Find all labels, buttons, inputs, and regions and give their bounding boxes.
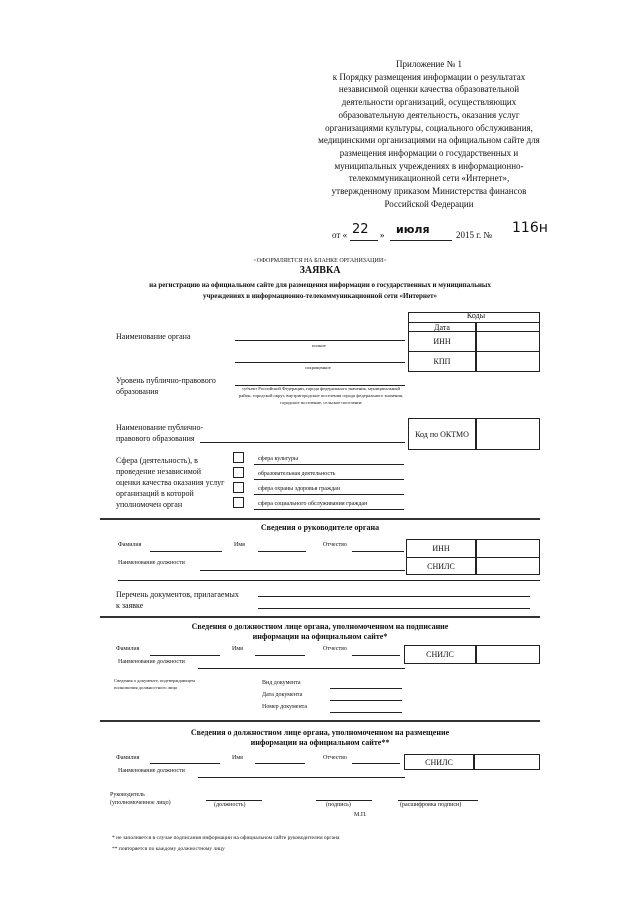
signer-doc-number-line[interactable] [330, 712, 402, 713]
publisher-section-title [150, 728, 490, 748]
short-name-hint: сокращенное [305, 365, 331, 370]
signer-name-label: Имя [232, 646, 243, 652]
publisher-position-line[interactable] [198, 777, 405, 778]
date-day: 22 [352, 222, 369, 237]
docs-line-1[interactable] [258, 596, 530, 597]
head-snils-value[interactable] [476, 557, 540, 575]
code-inn-label: ИНН [408, 331, 476, 352]
codes-header: Коды [466, 311, 486, 320]
signature-authorized-label: (уполномоченное лицо) [110, 800, 171, 806]
signer-snils-value[interactable] [476, 645, 540, 664]
form-subtitle-line-2: учреждениях в информационно-телекоммуникационной сети «Интернет» [202, 292, 438, 300]
signer-position-line[interactable] [198, 668, 405, 669]
signature-sign-label: (подпись) [326, 802, 351, 808]
entity-label: Наименование публично-правового образования [116, 423, 204, 443]
appendix-title: Приложение № 1 [396, 59, 462, 69]
signer-doc-date-label: Дата документа [262, 692, 303, 698]
head-inn-label: ИНН [406, 539, 476, 558]
sphere-culture-label: сфера культуры [258, 456, 299, 462]
sphere-education-label: образовательная деятельность [258, 471, 336, 477]
stamp-label: М.П. [354, 812, 367, 818]
signer-name-line[interactable] [255, 655, 305, 656]
head-bottom-line [118, 580, 540, 581]
signer-section-title [150, 622, 490, 642]
signer-title-line-1: Сведения о должностном лице органа, уполномоченном на подписание [191, 622, 449, 631]
signer-surname-label: Фамилия [116, 646, 140, 652]
signer-doc-label-line-1: Сведения о документе, подтверждающем [114, 678, 195, 683]
code-date-label: Дата [408, 322, 476, 332]
signer-title-line-2: информации на официальном сайте* [252, 632, 388, 641]
signer-doc-number-label: Номер документа [262, 704, 308, 710]
sphere-label: Сфера (деятельность), в проведение независимой оценки качества оказания услуг организаций в которой уполномочен орган [116, 456, 225, 509]
date-mid: » [380, 230, 385, 240]
signer-doc-type-line[interactable] [330, 688, 402, 689]
docs-label-line-2: к заявке [116, 601, 144, 610]
signer-patronymic-label: Отчество [323, 646, 347, 652]
publisher-snils-value[interactable] [474, 754, 540, 770]
sphere-social-label: сфера социального обслуживания граждан [258, 501, 368, 507]
signer-doc-label [114, 677, 195, 691]
footnote-1: * не заполняется в случае подписания информации на официальном сайте руководителем органа [112, 835, 340, 841]
head-name-line[interactable] [258, 551, 306, 552]
publisher-surname-line[interactable] [150, 763, 220, 764]
signer-position-label: Наименование должности [118, 659, 185, 665]
docs-label [116, 589, 239, 611]
signer-doc-type-label: Вид документа [262, 680, 301, 686]
head-position-line[interactable] [200, 570, 405, 571]
blank-note: <ОФОРМЛЯЕТСЯ НА БЛАНКЕ ОРГАНИЗАЦИИ> [253, 258, 387, 264]
publisher-title-line-1: Сведения о должностном лице органа, уполномоченном на размещение [190, 728, 450, 737]
signature-decode-label: (расшифровка подписи) [400, 802, 462, 808]
full-name-hint: полное [312, 343, 326, 348]
sphere-health-checkbox[interactable] [233, 482, 244, 493]
head-name-label: Имя [234, 542, 245, 548]
level-hint: субъект Российской Федерации, города федерального значения, муниципальный район, городской округ, внутригородские поселения города федерального значения, городское поселение, сельское поселение [238, 386, 404, 405]
signature-sign-line[interactable] [316, 800, 372, 801]
level-label: Уровень публично-правового образования [116, 376, 216, 396]
signer-doc-date-line[interactable] [330, 700, 402, 701]
order-number: 116н [512, 220, 548, 236]
code-kpp-label: КПП [408, 351, 476, 372]
oktmo-label: Код по ОКТМО [408, 418, 476, 450]
form-subtitle [90, 280, 550, 302]
signature-position-label: (должность) [214, 802, 246, 808]
publisher-name-label: Имя [232, 755, 243, 761]
code-inn-value[interactable] [476, 331, 540, 352]
publisher-title-line-2: информации на официальном сайте** [250, 738, 390, 747]
signature-position-line[interactable] [206, 800, 262, 801]
date-year: 2015 г. № [456, 230, 493, 240]
footnote-2: ** повторяется по каждому должностному лицу [112, 846, 225, 852]
form-subtitle-line-1: на регистрацию на официальном сайте для размещения информации о государственных и муниципальных [149, 281, 491, 289]
org-full-name-line[interactable] [235, 340, 405, 341]
appendix-text: к Порядку размещения информации о результатах независимой оценки качества образовательной деятельности организаций, осуществляющих образовательную деятельность, оказания услуг организациями культуры, социального обслуживания, медицинскими организациями на официальном сайте для размещения информации о государственных и муниципальных учреждениях в информационно-телекоммуникационной сети «Интернет», утвержденному приказом Министерства финансов Российской Федерации [318, 71, 540, 209]
docs-line-2[interactable] [258, 608, 530, 609]
org-name-label: Наименование органа [116, 332, 191, 341]
publisher-position-label: Наименование должности [118, 768, 185, 774]
section-divider [100, 518, 540, 520]
docs-label-line-1: Перечень документов, прилагаемых [116, 590, 239, 599]
signer-snils-label: СНИЛС [404, 645, 476, 664]
sphere-education-checkbox[interactable] [233, 467, 244, 478]
appendix-block [318, 58, 540, 210]
codes-header-frame [408, 312, 540, 322]
head-surname-line[interactable] [150, 551, 222, 552]
sphere-social-checkbox[interactable] [233, 497, 244, 508]
head-surname-label: Фамилия [118, 542, 142, 548]
publisher-name-line[interactable] [255, 763, 305, 764]
sphere-culture-checkbox[interactable] [233, 452, 244, 463]
sphere-health-label: сфера охраны здоровья граждан [258, 486, 341, 492]
signer-doc-label-line-2: полномочия должностного лица [114, 685, 177, 690]
publisher-patronymic-line[interactable] [352, 763, 400, 764]
org-short-name-line[interactable] [235, 362, 405, 363]
entity-line[interactable] [200, 442, 405, 443]
order-date-line [332, 222, 552, 244]
publisher-surname-label: Фамилия [116, 755, 140, 761]
signature-head-label: Руководитель [110, 792, 145, 798]
date-month: июля [396, 223, 430, 236]
head-patronymic-label: Отчество [323, 542, 347, 548]
head-patronymic-line[interactable] [352, 551, 404, 552]
publisher-snils-label: СНИЛС [404, 754, 474, 770]
date-prefix: от « [332, 230, 348, 240]
oktmo-value[interactable] [476, 418, 540, 450]
head-snils-label: СНИЛС [406, 557, 476, 575]
signer-surname-line[interactable] [150, 655, 220, 656]
section-divider [100, 720, 540, 722]
head-position-label: Наименование должности [118, 560, 185, 566]
signature-decode-line[interactable] [398, 800, 478, 801]
code-kpp-value[interactable] [476, 351, 540, 372]
form-title: ЗАЯВКА [299, 265, 341, 276]
signer-patronymic-line[interactable] [352, 655, 400, 656]
publisher-patronymic-label: Отчество [323, 755, 347, 761]
section-divider [100, 616, 540, 618]
head-section-title: Сведения о руководителе органа [260, 523, 380, 532]
head-inn-value[interactable] [476, 539, 540, 558]
